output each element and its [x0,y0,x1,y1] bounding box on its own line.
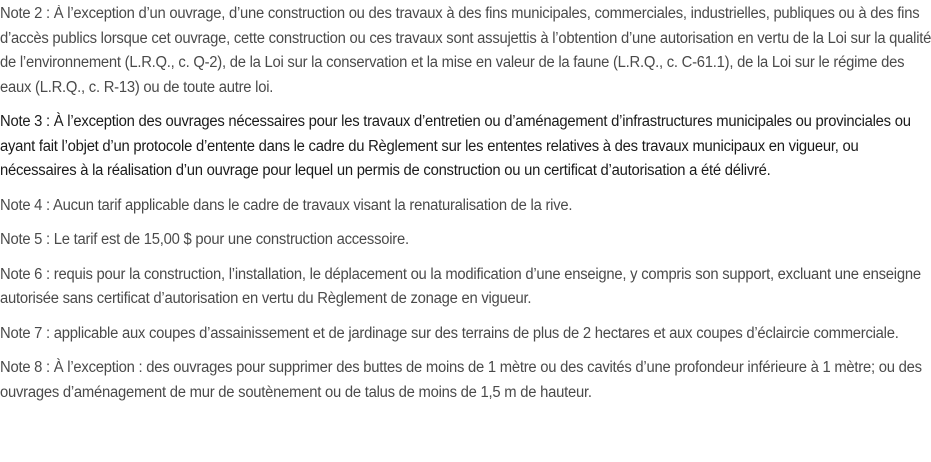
note-2: Note 2 : À l’exception d’un ouvrage, d’une construction ou des travaux à des fins municipales, commerciales, industrielles, publiques ou à des fins d’accès publics lorsque cet ouvrage, cette construction ou ces travaux sont assujettis à l’obtention d’une autorisation en vertu de la Loi sur la qualité de l’environnement (L.R.Q., c. Q-2), de la Loi sur la conservation et la mise en valeur de la faune (L.R.Q., c. C-61.1), de la Loi sur le régime des eaux (L.R.Q., c. R-13) ou de toute autre loi. [0,5,931,96]
note-5: Note 5 : Le tarif est de 15,00 $ pour une construction accessoire. [0,231,409,248]
notes-list [0,2,931,415]
note-7: Note 7 : applicable aux coupes d’assainissement et de jardinage sur des terrains de plus de 2 hectares et aux coupes d’éclaircie commerciale. [0,324,899,342]
note-3: Note 3 : À l’exception des ouvrages nécessaires pour les travaux d’entretien ou d’aménagement d’infrastructures municipales ou provinciales ou ayant fait l’objet d’un protocole d’entente dans le cadre du Règlement sur les ententes relatives à des travaux municipaux en vigueur, ou nécessaires à la réalisation d’un ouvrage pour lequel un permis de construction ou un certificat d’autorisation a été délivré. [0,113,911,179]
note-6: Note 6 : requis pour la construction, l’installation, le déplacement ou la modification d’une enseigne, y compris son support, excluant une enseigne autorisée sans certificat d’autorisation en vertu du Règlement de zonage en vigueur. [0,265,921,307]
note-4: Note 4 : Aucun tarif applicable dans le cadre de travaux visant la renaturalisation de la rive. [0,196,573,214]
note-8: Note 8 : À l’exception : des ouvrages pour supprimer des buttes de moins de 1 mètre ou des cavités d’une profondeur inférieure à 1 mètre; ou des ouvrages d’aménagement de mur de soutènement ou de talus de moins de 1,5 m de hauteur. [0,359,922,401]
